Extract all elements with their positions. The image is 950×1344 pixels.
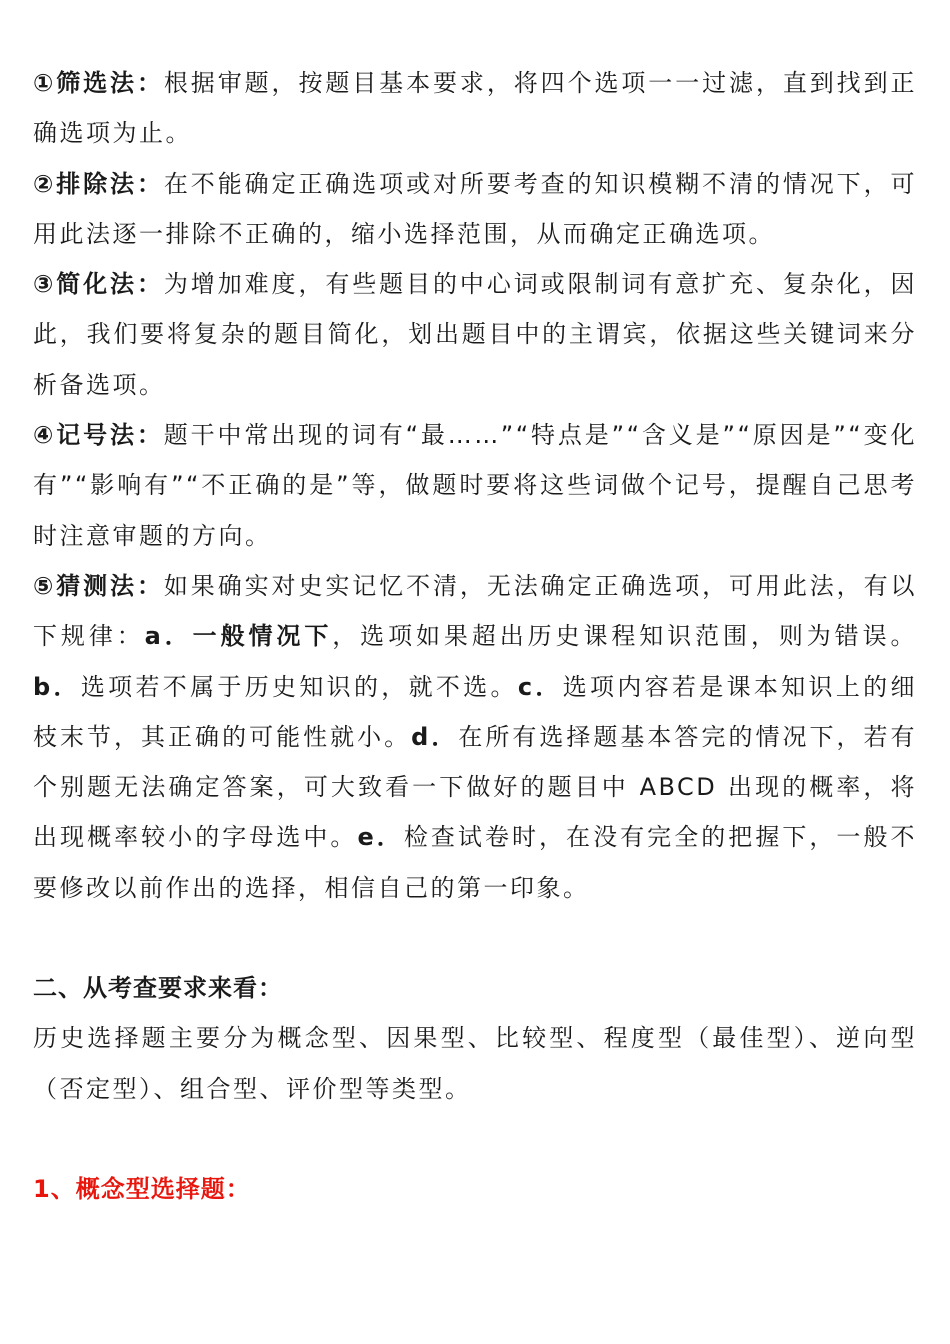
rule-b-text: 选项若不属于历史知识的，就不选。 (80, 672, 518, 701)
rule-e-text: 检查试卷时，在没有完全的把握下，一般不要修改以前作出的选择，相信自己的第一印象。 (33, 823, 918, 902)
rule-a-label: a．一般情况下 (144, 622, 333, 651)
method-simplification (33, 259, 917, 410)
method-guessing-intro: 如果确实对史实记忆不清，无法确定正确选项，可用此法，有以下规律： (33, 571, 918, 651)
rule-a-text: ，选项如果超出历史课程知识范围，则为错误。 (332, 622, 918, 651)
method-marking-text: 题干中常出现的词有“最……”“特点是”“含义是”“原因是”“变化有”“影响有”“不正确的是”等，做题时要将这些词做个记号，提醒自己思考时注意审题的方向。 (33, 421, 917, 550)
rule-e-label: e． (357, 823, 404, 852)
method-screening-label: ①筛选法： (33, 69, 164, 97)
rule-b-label: b． (33, 672, 81, 701)
rule-c-text: 选项内容若是课本知识上的细枝末节，其正确的可能性就小。 (33, 672, 917, 751)
section-2-heading: 二、从考查要求来看： (33, 974, 283, 1003)
method-elimination (33, 159, 917, 260)
rule-d-label: d． (411, 722, 459, 751)
method-marking (33, 410, 917, 561)
spacer (33, 1114, 917, 1164)
method-elimination-label: ②排除法： (33, 169, 164, 198)
method-guessing (33, 561, 917, 913)
method-simplification-text: 为增加难度，有些题目的中心词或限制词有意扩充、复杂化，因此，我们要将复杂的题目简化，划出题目中的主谓宾，依据这些关键词来分析备选项。 (33, 270, 918, 399)
method-marking-label: ④记号法： (33, 421, 164, 450)
method-screening (33, 58, 917, 159)
rule-c-label: c． (517, 672, 563, 701)
spacer (33, 913, 917, 963)
document-page (33, 58, 917, 1214)
method-screening-text: 根据审题，按题目基本要求，将四个选项一一过滤，直到找到正确选项为止。 (33, 69, 918, 148)
method-elimination-text: 在不能确定正确选项或对所要考查的知识模糊不清的情况下，可用此法逐一排除不正确的，缩小选择范围，从而确定正确选项。 (33, 169, 918, 248)
rule-d-text: 在所有选择题基本答完的情况下，若有个别题无法确定答案，可大致看一下做好的题目中 ABCD 出现的概率，将出现概率较小的字母选中。 (33, 722, 917, 852)
method-guessing-label: ⑤猜测法： (33, 571, 164, 600)
section-2-text: 历史选择题主要分为概念型、因果型、比较型、程度型（最佳型）、逆向型（否定型）、组合型、评价型等类型。 (33, 1024, 917, 1103)
method-simplification-label: ③简化法： (33, 270, 164, 299)
subsection-1-heading: 1、概念型选择题： (33, 1174, 251, 1203)
